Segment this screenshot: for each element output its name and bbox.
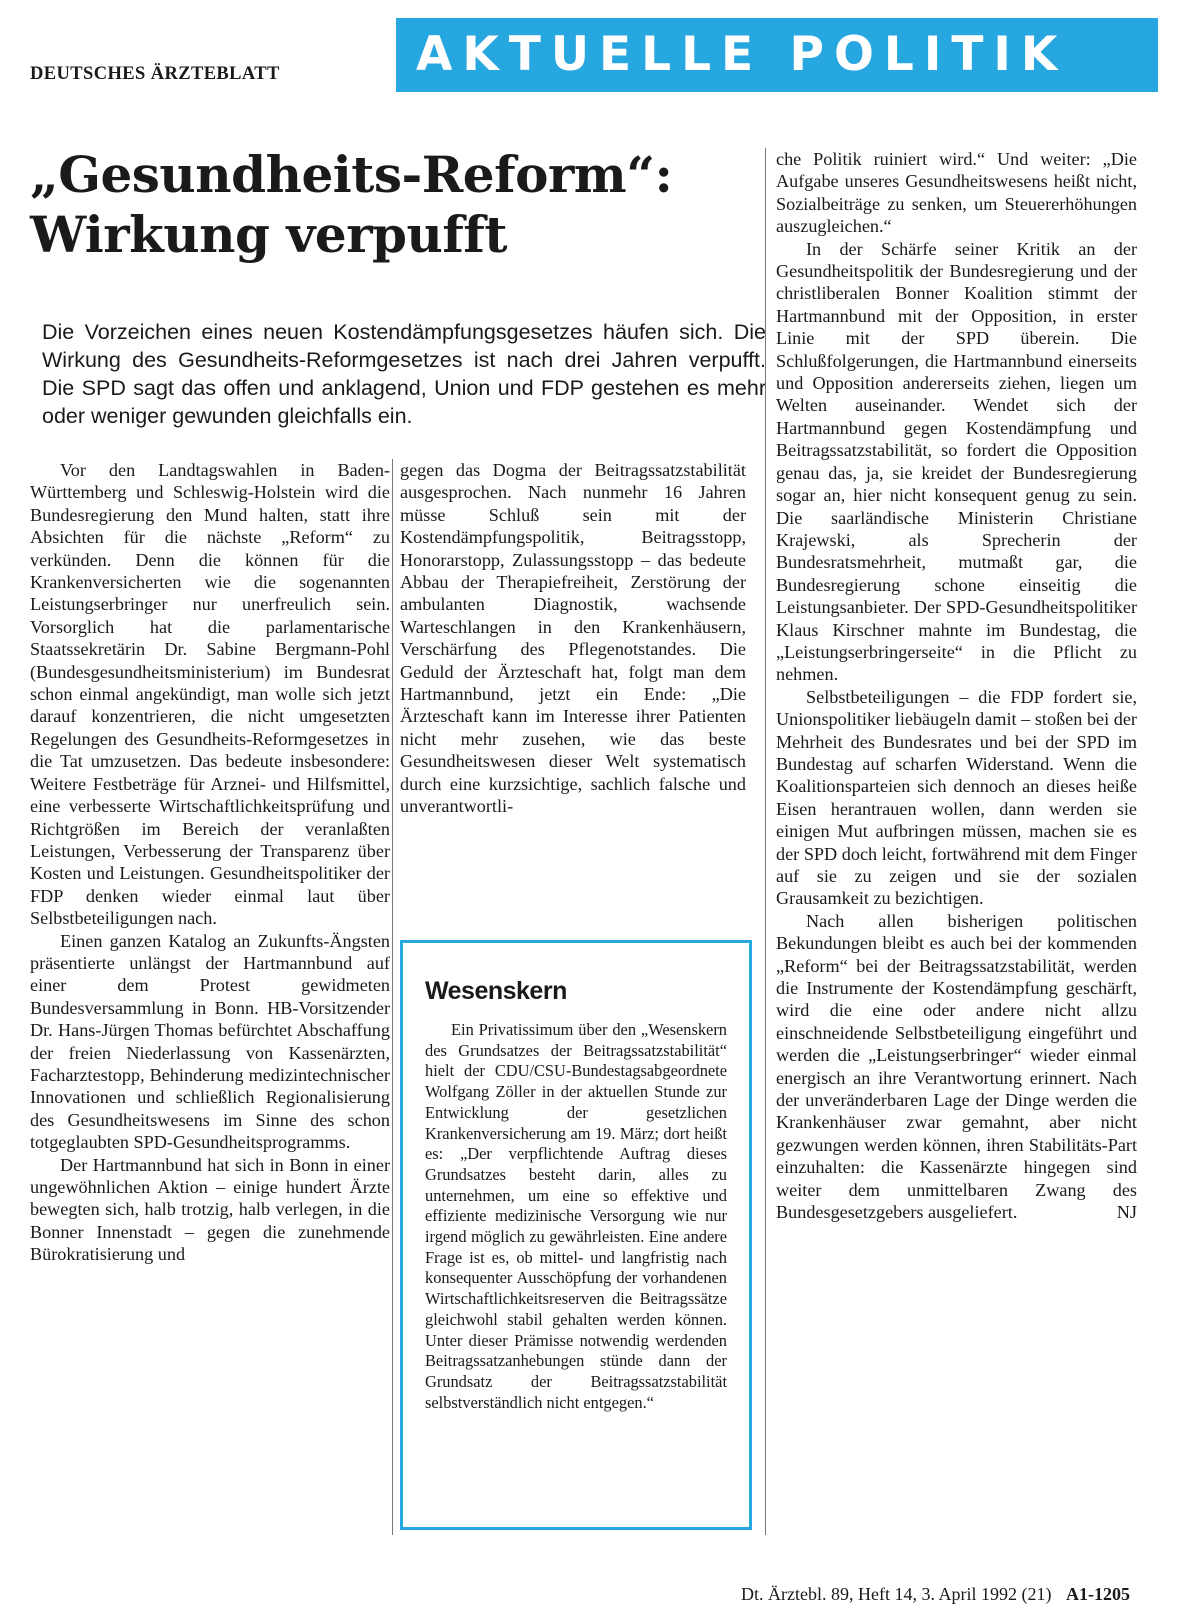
article-paragraph: Einen ganzen Katalog an Zukunfts-Ängsten präsentierte unlängst der Hartmannbund auf einer dem Protest gewidmeten Bundesversammlung in Bonn. HB-Vorsitzender Dr. Hans-Jürgen Thomas befürchtet Abschaffung der freien Niederlassung von Kassenärzten, Facharztestopp, Behinderung medizintechnischer Innovationen und schließlich Regionalisierung des Gesundheitswesens im Sinne des schon totgeglaubten SPD-Gesundheitsprogramms. <box>30 930 390 1153</box>
article-paragraph-text: Nach allen bisherigen politischen Bekundungen bleibt es auch bei der kommenden „Reform“ bei der Beitragssatzstabilität, werden die Instrumente der Kostendämpfung geschärft, wird die eine oder andere nicht allzu einschneidende Selbstbeteiligung eingeführt und werden die „Leistungserbringer“ wieder einmal energisch an ihre Verantwortung erinnert. Nach der unveränderbaren Lage der Dinge werden die Krankenhäuser zwar gemahnt, aber nicht gezwungen werden können, ihren Stabilitäts-Part einzuhalten: die Kassenärzte hingegen sind weiter dem unmittelbaren Zwang des Bundesgesetzgebers ausgeliefert. <box>776 910 1137 1223</box>
page-number: A1-1205 <box>1066 1584 1130 1604</box>
article-paragraph: gegen das Dogma der Beitragssatzstabilität ausgesprochen. Nach nunmehr 16 Jahren müsse Schluß sein mit der Kostendämpfungspolitik, Beitragsstopp, Honorarstopp, Zulassungsstopp – das bedeute Abbau der Therapiefreiheit, Zerstörung der ambulanten Diagnostik, wachsende Warteschlangen in den Krankenhäusern, Verschärfung des Pflegenotstandes. Die Geduld der Ärzteschaft hat, folgt man dem Hartmannbund, jetzt ein Ende: „Die Ärzteschaft kann im Interesse ihrer Patienten nicht mehr zusehen, wie das beste Gesundheitswesen dieser Welt systematisch durch eine kurzsichtige, sachlich falsche und unverantwortli- <box>400 460 746 817</box>
article-paragraph: Der Hartmannbund hat sich in Bonn in einer ungewöhnlichen Aktion – einige hundert Ärzte bewegten sich, halb trotzig, halb verlegen, in die Bonner Innenstadt – gegen die zunehmende Bürokratisierung und <box>30 1154 390 1265</box>
column-divider <box>765 148 766 1535</box>
article-paragraph <box>776 910 1137 1224</box>
article-paragraph: Selbstbeteiligungen – die FDP fordert sie, Unionspolitiker liebäugeln damit – stoßen bei der Mehrheit des Bundesrates und bei der SPD im Bundestag auf scharfen Widerstand. Wenn die Koalitionsparteien sich dennoch an dieses heiße Eisen herantrauen wollen, dann werden sie einigen Mut aufbringen müssen, machen sie es der SPD doch leicht, fortwährend mit dem Finger auf sie zu zeigen und sie der sozialen Grausamkeit zu bezichtigen. <box>776 686 1137 909</box>
headline: „Gesundheits-Reform“: Wirkung verpufft <box>30 145 673 264</box>
article-paragraph: Vor den Landtagswahlen in Baden-Württemberg und Schleswig-Holstein wird die Bundesregierung den Mund halten, statt ihre Absichten für die nächste „Reform“ zu verkünden. Denn die können für die Krankenversicherten wie die sogenannten Leistungserbringer nur unerfreulich sein. Vorsorglich hat die parlamentarische Staatssekretärin Dr. Sabine Bergmann-Pohl (Bundesgesundheitsministerium) im Bundesrat schon einmal angekündigt, man wolle sich jetzt darauf konzentrieren, die nicht umgesetzten Regelungen des Gesundheits-Reformgesetzes in die Tat umzusetzen. Das bedeute insbesondere: Weitere Festbeträge für Arznei- und Hilfsmittel, eine verbesserte Wirtschaftlichkeitsprüfung und Richtgrößen im Bereich der veranlaßten Leistungen, Verbesserung der Transparenz über Kosten und Leistungen. Gesundheitspolitiker der FDP denken wieder einmal laut über Selbstbeteiligungen nach. <box>30 460 390 929</box>
sidebar-box-title: Wesenskern <box>425 977 567 1005</box>
sidebar-box <box>400 940 752 1530</box>
article-column-2 <box>400 459 746 818</box>
article-paragraph: In der Schärfe seiner Kritik an der Gesundheitspolitik der Bundesregierung und der christliberalen Bonner Koalition stimmt der Hartmannbund mit der Opposition, in erster Linie mit der SPD überein. Die Schlußfolgerungen, die Hartmannbund einerseits und Opposition andererseits ziehen, liegen um Welten auseinander. Wendet sich der Hartmannbund gegen Kostendämpfung und Beitragssatzstabilität, so fordert die Opposition genau das, ja, sie kreidet der Bundesregierung sogar an, hier nicht konsequent genug zu sein. Die saarländische Ministerin Christiane Krajewski, als Sprecherin der Bundesratsmehrheit, mutmaßt gar, die Bundesregierung schone einseitig die Leistungsanbieter. Der SPD-Gesundheitspolitiker Klaus Kirschner mahnte im Bundestag, die „Leistungserbringerseite“ in die Pflicht zu nehmen. <box>776 238 1137 685</box>
masthead: DEUTSCHES ÄRZTEBLATT <box>30 64 280 84</box>
page-footer <box>741 1584 1130 1605</box>
article-paragraph: che Politik ruiniert wird.“ Und weiter: „Die Aufgabe unseres Gesundheitswesens heißt nicht, Sozialbeiträge zu senken, um Steuererhöhungen auszugleichen.“ <box>776 149 1137 237</box>
citation: Dt. Ärztebl. 89, Heft 14, 3. April 1992 (21) <box>741 1584 1052 1604</box>
column-divider <box>392 459 393 1535</box>
article-column-3 <box>776 148 1137 1224</box>
section-banner: AKTUELLE POLITIK <box>396 18 1158 92</box>
author-signature: NJ <box>1116 1202 1137 1223</box>
lead-paragraph: Die Vorzeichen eines neuen Kostendämpfungsgesetzes häufen sich. Die Wirkung des Gesundheits-Reformgesetzes ist nach drei Jahren verpufft. Die SPD sagt das offen und anklagend, Union und FDP gestehen es mehr oder weniger gewunden gleichfalls ein. <box>42 320 766 428</box>
sidebar-box-text: Ein Privatissimum über den „Wesenskern des Grundsatzes der Beitragssatzstabilität“ hielt der CDU/CSU-Bundestagsabgeordnete Wolfgang Zöller in der aktuellen Stunde zur Entwicklung der gesetzlichen Krankenversicherung am 19. März; dort heißt es: „Der verpflichtende Auftrag dieses Grundsatzes besteht darin, alles zu unternehmen, um eine so effektive und effiziente medizinische Versorgung wie nur irgend möglich zu gewährleisten. Eine andere Frage ist es, ob mittel- und langfristig nach konsequenter Ausschöpfung der vorhandenen Wirtschaftlichkeitsreserven die Beitragssätze gleichwohl stabil gehalten werden können. Unter dieser Prämisse notwendig werdenden Beitragssatzanhebungen stünde dann der Grundsatz der Beitragssatzstabilität selbstverständlich nicht entgegen.“ <box>425 1020 727 1412</box>
article-column-1 <box>30 459 390 1266</box>
